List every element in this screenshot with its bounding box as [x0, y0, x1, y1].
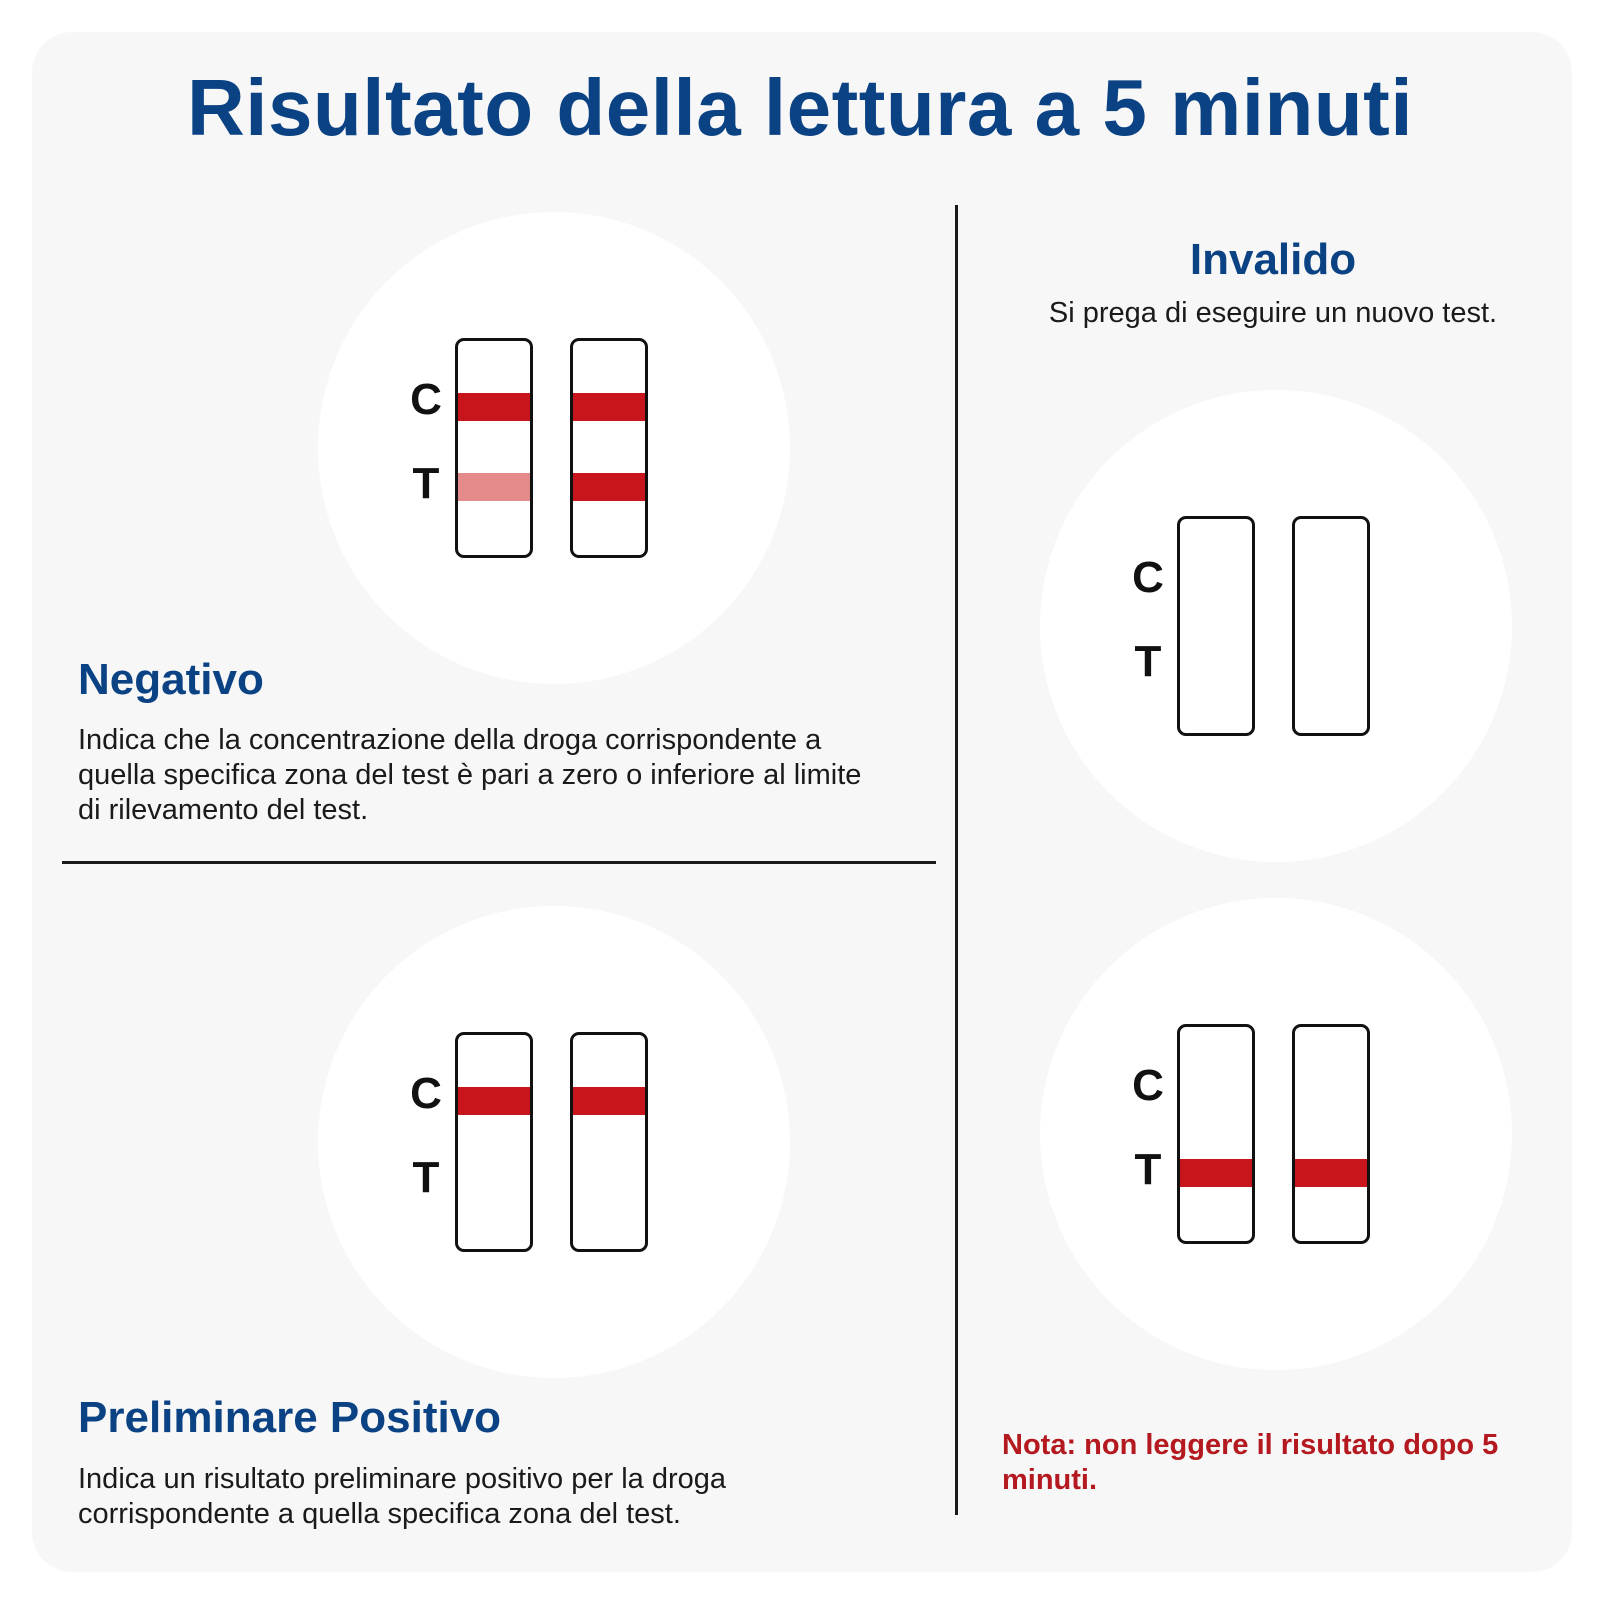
- negativo-title: Negativo: [78, 655, 264, 704]
- control-line: [573, 393, 645, 421]
- t-label: T: [412, 459, 440, 508]
- control-line: [458, 1087, 530, 1115]
- negativo-illustration-circle: [318, 212, 790, 684]
- test-line: [1180, 1159, 1252, 1187]
- invalido-illustration-circle-1: [1040, 390, 1512, 862]
- page-title: Risultato della lettura a 5 minuti: [186, 63, 1414, 152]
- positivo-title: Preliminare Positivo: [78, 1393, 502, 1442]
- t-label: T: [1134, 1145, 1162, 1194]
- test-strip-2: [570, 338, 648, 558]
- test-strip-1: [455, 1032, 533, 1252]
- test-strip-1: [455, 338, 533, 558]
- negativo-description: Indica che la concentrazione della droga corrispondente a quella specifica zona del test è pari a zero o inferiore al limite di rilevamento del test.: [78, 724, 862, 826]
- test-strip-1: [1177, 1024, 1255, 1244]
- t-label: T: [1134, 637, 1162, 686]
- positivo-illustration-circle: [318, 906, 790, 1378]
- test-strip-2: [1292, 516, 1370, 736]
- test-line: [1295, 1159, 1367, 1187]
- test-strip-2: [1292, 1024, 1370, 1244]
- c-label: C: [1132, 1061, 1164, 1110]
- invalido-illustration-circle-2: [1040, 898, 1512, 1370]
- c-label: C: [1132, 553, 1164, 602]
- test-strip-1: [1177, 516, 1255, 736]
- invalido-title: Invalido: [1189, 235, 1357, 284]
- vertical-divider: [955, 205, 958, 1515]
- c-label: C: [410, 375, 442, 424]
- positivo-description: Indica un risultato preliminare positivo per la droga corrispondente a quella specifica zona del test.: [78, 1463, 727, 1530]
- test-line-faint: [458, 473, 530, 501]
- control-line: [458, 393, 530, 421]
- t-label: T: [412, 1153, 440, 1202]
- test-line: [573, 473, 645, 501]
- c-label: C: [410, 1069, 442, 1118]
- control-line: [573, 1087, 645, 1115]
- horizontal-divider: [62, 861, 936, 864]
- warning-note: Nota: non leggere il risultato dopo 5 minuti.: [1002, 1429, 1499, 1496]
- test-strip-2: [570, 1032, 648, 1252]
- invalido-description: Si prega di eseguire un nuovo test.: [1048, 297, 1498, 329]
